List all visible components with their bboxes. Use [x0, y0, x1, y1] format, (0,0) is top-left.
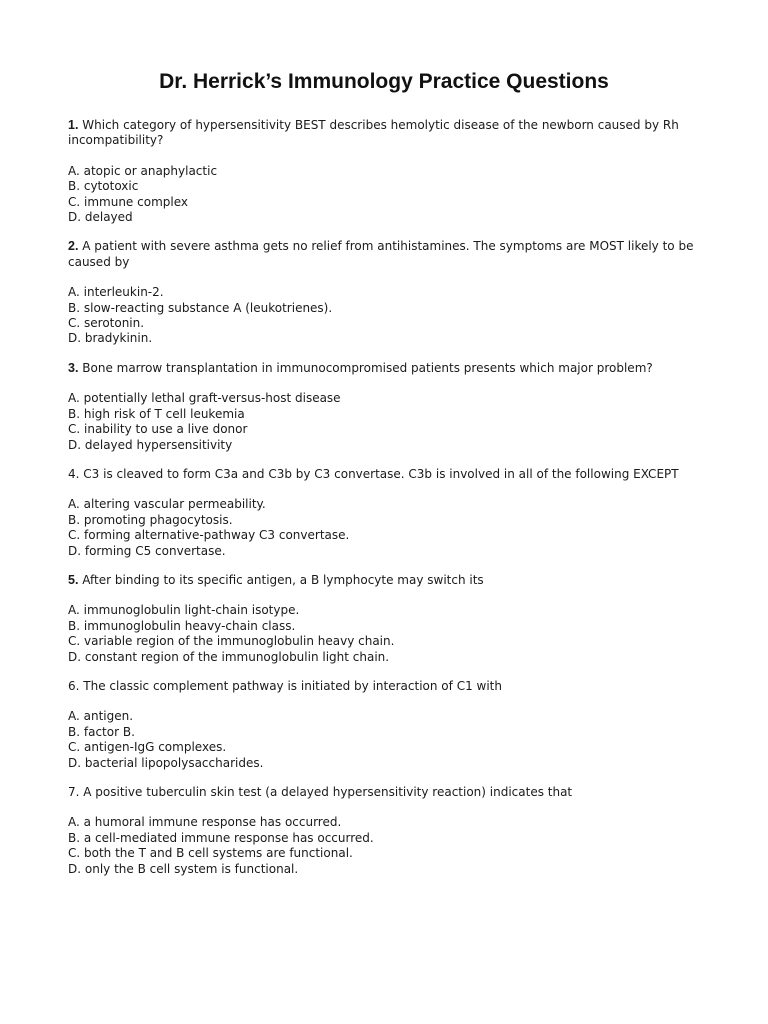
question-text: The classic complement pathway is initiated by interaction of C1 with [83, 678, 502, 693]
question-6 [68, 679, 698, 771]
answer-option-c: C. antigen-IgG complexes. [68, 740, 227, 755]
answer-option-b: B. cytotoxic [68, 179, 139, 194]
answer-options [68, 164, 698, 226]
question-7 [68, 785, 698, 877]
answer-options [68, 603, 698, 665]
answer-option-b: B. slow-reacting substance A (leukotrienes). [68, 300, 333, 315]
answer-option-d: D. delayed hypersensitivity [68, 437, 233, 452]
answer-option-a: A. antigen. [68, 709, 134, 724]
question-number: 6. [68, 678, 80, 693]
answer-option-b: B. factor B. [68, 724, 135, 739]
question-stem [68, 573, 698, 588]
page-title: Dr. Herrick’s Immunology Practice Questions [159, 70, 609, 93]
answer-option-d: D. delayed [68, 210, 133, 225]
question-text: A positive tuberculin skin test (a delayed hypersensitivity reaction) indicates that [83, 785, 573, 799]
question-5 [68, 573, 698, 665]
answer-option-d: D. forming C5 convertase. [68, 543, 226, 558]
answer-option-c: C. inability to use a live donor [68, 422, 248, 437]
question-number: 4. [68, 466, 80, 481]
answer-option-c: C. forming alternative-pathway C3 convertase. [68, 528, 350, 543]
question-3 [68, 361, 698, 453]
question-stem [68, 239, 698, 270]
question-text: Bone marrow transplantation in immunocompromised patients presents which major problem? [82, 360, 653, 375]
question-list [68, 118, 698, 891]
answer-option-b: B. high risk of T cell leukemia [68, 406, 245, 421]
answer-options [68, 709, 698, 771]
answer-options [68, 815, 698, 877]
answer-option-d: D. bacterial lipopolysaccharides. [68, 755, 264, 770]
answer-option-d: D. only the B cell system is functional. [68, 861, 299, 876]
answer-options [68, 285, 698, 347]
answer-option-b: B. promoting phagocytosis. [68, 512, 233, 527]
answer-option-c: C. both the T and B cell systems are functional. [68, 846, 353, 861]
question-stem [68, 118, 698, 149]
answer-option-c: C. serotonin. [68, 316, 145, 331]
question-text: A patient with severe asthma gets no relief from antihistamines. The symptoms are MOST likely to be caused by [68, 239, 694, 269]
question-number: 7. [68, 785, 80, 799]
question-stem [68, 785, 698, 800]
question-number: 3. [68, 360, 79, 375]
answer-option-d: D. bradykinin. [68, 331, 153, 346]
answer-option-a: A. potentially lethal graft-versus-host disease [68, 391, 341, 406]
question-stem [68, 679, 698, 694]
question-4 [68, 467, 698, 559]
answer-option-a: A. altering vascular permeability. [68, 497, 266, 512]
answer-option-c: C. immune complex [68, 194, 188, 209]
question-text: Which category of hypersensitivity BEST describes hemolytic disease of the newborn caused by Rh incompatibility? [68, 118, 679, 148]
question-2 [68, 239, 698, 346]
answer-options [68, 497, 698, 559]
answer-option-a: A. atopic or anaphylactic [68, 163, 218, 178]
question-text: C3 is cleaved to form C3a and C3b by C3 convertase. C3b is involved in all of the following EXCEPT [83, 466, 679, 481]
answer-option-b: B. a cell-mediated immune response has occurred. [68, 830, 374, 845]
question-stem [68, 467, 698, 482]
answer-options [68, 391, 698, 453]
question-1 [68, 118, 698, 225]
answer-option-a: A. immunoglobulin light-chain isotype. [68, 603, 300, 618]
question-number: 2. [68, 239, 79, 254]
question-stem [68, 361, 698, 376]
answer-option-b: B. immunoglobulin heavy-chain class. [68, 618, 296, 633]
question-number: 5. [68, 572, 79, 587]
answer-option-a: A. interleukin-2. [68, 285, 164, 300]
question-text: After binding to its specific antigen, a B lymphocyte may switch its [82, 572, 484, 587]
answer-option-c: C. variable region of the immunoglobulin heavy chain. [68, 634, 395, 649]
question-number: 1. [68, 118, 79, 132]
answer-option-d: D. constant region of the immunoglobulin light chain. [68, 649, 390, 664]
answer-option-a: A. a humoral immune response has occurred. [68, 815, 342, 830]
